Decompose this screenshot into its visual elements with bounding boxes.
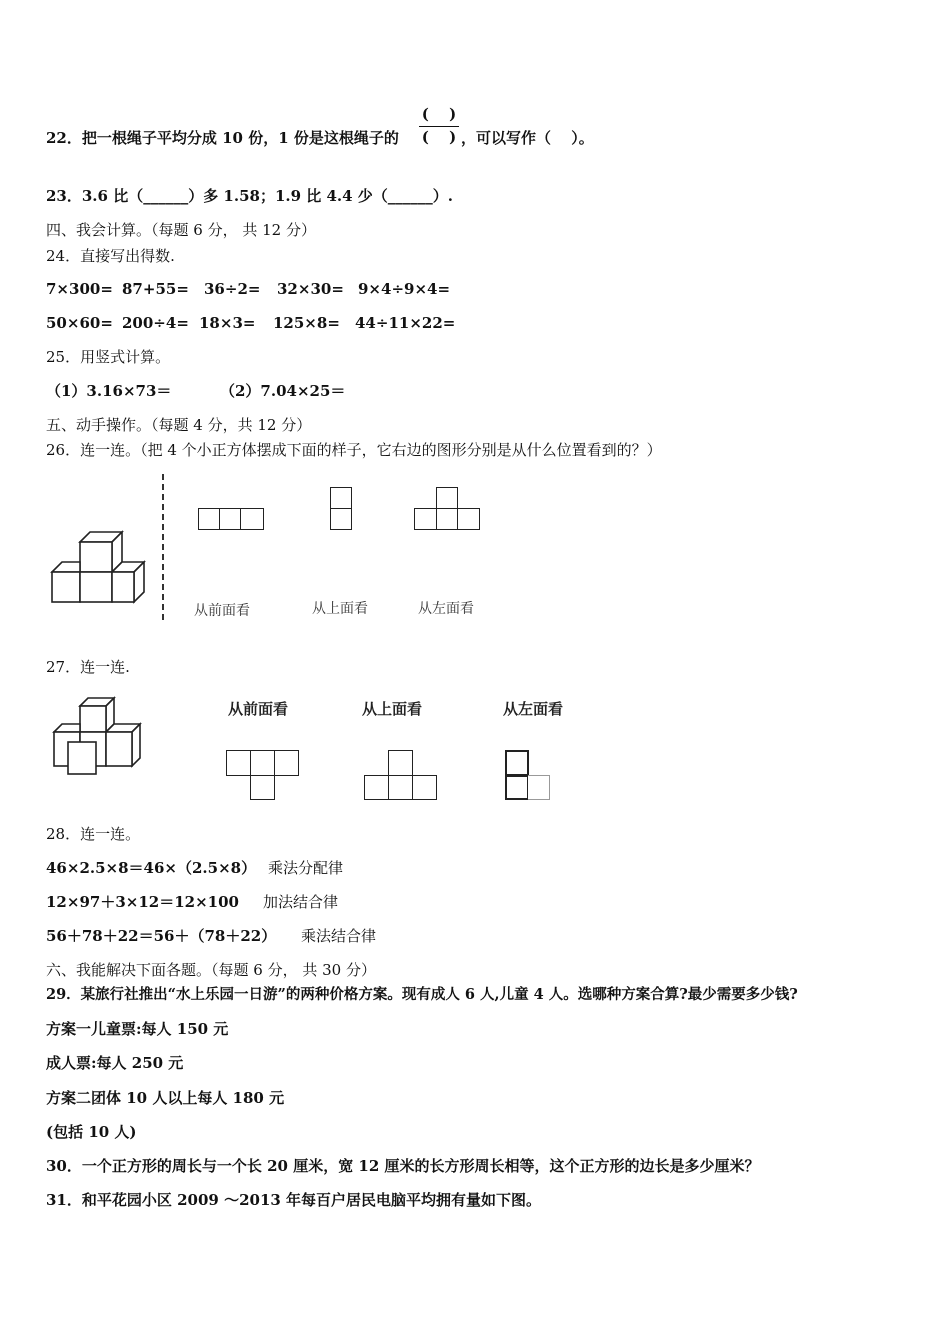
q27-title: 27．连一连. [46,658,130,676]
q29-line: 成人票:每人 250 元 [46,1054,184,1072]
q22-suffix: ，可以写作（ ）。 [461,129,594,147]
section-5-heading: 五、动手操作。（每题 4 分，共 12 分） [46,416,312,434]
q29-line: 方案二团体 10 人以上每人 180 元 [46,1089,285,1107]
q26-label-front: 从前面看 [194,603,250,619]
q27-label-left: 从左面看 [503,700,564,718]
q26-label-left: 从左面看 [418,601,474,617]
fraction [419,104,459,149]
q25-item-1: （1）3.16×73＝ [46,382,172,400]
q29-title: 29．某旅行社推出“水上乐园一日游”的两种价格方案。现有成人 6 人,儿童 4 人。选哪种方案合算?最少需要多少钱? [46,986,798,1003]
calc-item: 87+55= [122,280,189,298]
q28-expr: 46×2.5×8＝46×（2.5×8） [46,859,257,877]
q24-title: 24．直接写出得数. [46,247,175,265]
q28-law: 乘法分配律 [268,859,344,877]
calc-item: 125×8= [273,314,340,332]
calc-item: 18×3= [199,314,256,332]
calc-item: 50×60= [46,314,113,332]
q26-title: 26．连一连。（把 4 个小正方体摆成下面的样子，它右边的图形分别是从什么位置看到的？） [46,441,662,459]
q27-cube-figure [50,694,154,776]
q25-item-2: （2）7.04×25＝ [220,382,346,400]
section-4-heading: 四、我会计算。（每题 6 分， 共 12 分） [46,221,316,239]
q26-label-top: 从上面看 [312,601,368,617]
q28-expr: 12×97＋3×12＝12×100 [46,893,239,911]
calc-item: 9×4÷9×4= [358,280,451,298]
calc-item: 32×30= [277,280,344,298]
q29-line: 方案一儿童票:每人 150 元 [46,1020,229,1038]
q28-title: 28．连一连。 [46,825,141,843]
section-6-heading: 六、我能解决下面各题。（每题 6 分， 共 30 分） [46,961,376,979]
q28-law: 乘法结合律 [301,927,377,945]
q27-label-top: 从上面看 [362,700,423,718]
q30-text: 30．一个正方形的周长与一个长 20 厘米，宽 12 厘米的长方形周长相等，这个正方形的边长是多少厘米？ [46,1157,760,1175]
divider-dashed [162,474,164,620]
calc-item: 200÷4= [122,314,189,332]
q28-law: 加法结合律 [263,893,339,911]
q29-line: (包括 10 人) [46,1123,137,1141]
q28-expr: 56＋78＋22＝56＋（78＋22） [46,927,277,945]
calc-item: 36÷2= [204,280,261,298]
q27-label-front: 从前面看 [228,700,289,718]
q22-prefix: 22．把一根绳子平均分成 10 份，1 份是这根绳子的 [46,129,399,147]
q26-cube-figure [48,528,152,604]
fraction-denominator: ( ) [421,128,457,146]
calc-item: 44÷11×22= [355,314,456,332]
q31-text: 31．和平花园小区 2009 ～2013 年每百户居民电脑平均拥有量如下图。 [46,1191,542,1209]
q25-title: 25．用竖式计算。 [46,348,171,366]
calc-item: 7×300= [46,280,113,298]
q23-text: 23．3.6 比（______）多 1.58；1.9 比 4.4 少（______）. [46,187,454,205]
fraction-numerator: ( ) [419,104,459,127]
